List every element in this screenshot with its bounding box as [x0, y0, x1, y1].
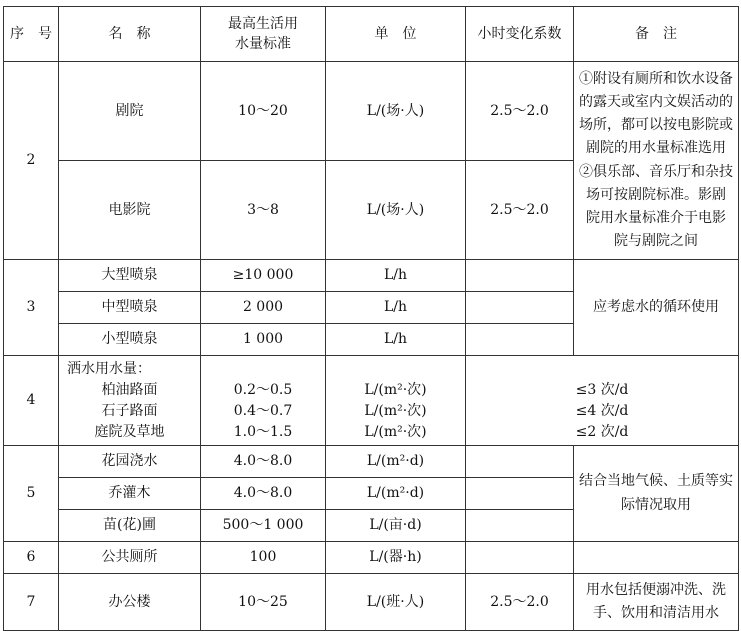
cell-standard: 3～8 [201, 161, 326, 260]
cell-standard: 2 000 [201, 292, 326, 324]
cell-name: 中型喷泉 [59, 292, 201, 324]
header-standard [201, 7, 326, 62]
cell-unit: L/h [326, 260, 466, 292]
header-row [4, 7, 739, 62]
cell-note [466, 356, 739, 446]
cell-standard: 10～20 [201, 62, 326, 161]
header-note: 备 注 [574, 7, 739, 62]
note-line: ②俱乐部、音乐厅和杂技 [579, 163, 733, 180]
sprinkle-item-standard: 0.2～0.5 [233, 381, 293, 398]
sprinkle-label: 洒水用水量： [67, 360, 151, 377]
note-line: ①附设有厕所和饮水设备 [579, 71, 733, 88]
cell-unit: L/(m²·d) [326, 478, 466, 510]
cell-coef: 2.5～2.0 [466, 62, 574, 161]
cell-note [574, 62, 739, 260]
sprinkle-item-name: 柏油路面 [101, 381, 158, 398]
cell-coef [466, 446, 574, 478]
cell-name [59, 356, 201, 446]
cell-coef [466, 542, 574, 574]
cell-unit: L/(m²·d) [326, 446, 466, 478]
cell-standard: 10～25 [201, 574, 326, 631]
cell-standard [201, 356, 326, 446]
note-line: 院与剧院之间 [614, 232, 698, 249]
header-seq: 序 号 [4, 7, 59, 62]
cell-unit [326, 356, 466, 446]
note-line: 用水包括便溺冲洗、洗 [586, 581, 726, 598]
note-line: 结合当地气候、土质等实 [579, 473, 733, 490]
header-standard-line2: 水量标准 [235, 36, 291, 52]
cell-name: 公共厕所 [59, 542, 201, 574]
cell-coef: 2.5～2.0 [466, 161, 574, 260]
cell-unit: L/(班·人) [326, 574, 466, 631]
sprinkle-item-unit: L/(m²·次) [364, 381, 427, 398]
sprinkle-item-standard: 0.4～0.7 [233, 402, 293, 419]
table-row-garden [4, 446, 739, 478]
sprinkle-item-note: ≤4 次/d [575, 402, 629, 419]
cell-unit: L/(场·人) [326, 62, 466, 161]
cell-standard: 4.0～8.0 [201, 446, 326, 478]
cell-note [574, 446, 739, 542]
cell-name: 乔灌木 [59, 478, 201, 510]
cell-standard: 4.0～8.0 [201, 478, 326, 510]
note-line: 场所，都可以按电影院或 [579, 117, 733, 134]
cell-seq: 3 [4, 260, 59, 356]
header-coef: 小时变化系数 [466, 7, 574, 62]
header-unit: 单 位 [326, 7, 466, 62]
sprinkle-item-note: ≤2 次/d [575, 423, 629, 440]
cell-name: 办公楼 [59, 574, 201, 631]
cell-unit: L/(场·人) [326, 161, 466, 260]
cell-standard: 1 000 [201, 324, 326, 356]
table-row-large-fountain [4, 260, 739, 292]
cell-coef [466, 292, 574, 324]
cell-unit: L/(器·h) [326, 542, 466, 574]
cell-seq: 5 [4, 446, 59, 542]
cell-note [574, 574, 739, 631]
cell-coef [466, 324, 574, 356]
note-line: 场可按剧院标准。影剧 [586, 186, 726, 203]
cell-standard: ≥10 000 [201, 260, 326, 292]
cell-note: 应考虑水的循环使用 [574, 260, 739, 356]
cell-coef [466, 260, 574, 292]
cell-seq: 2 [4, 62, 59, 260]
cell-name: 大型喷泉 [59, 260, 201, 292]
sprinkle-item-unit: L/(m²·次) [364, 402, 427, 419]
cell-coef [466, 478, 574, 510]
cell-unit: L/(亩·d) [326, 510, 466, 542]
sprinkle-item-note: ≤3 次/d [575, 381, 629, 398]
header-name: 名 称 [59, 7, 201, 62]
sprinkle-item-unit: L/(m²·次) [364, 423, 427, 440]
note-line: 剧院的用水量标准选用 [586, 140, 726, 157]
table-row-public-toilet [4, 542, 739, 574]
note-line: 际情况取用 [621, 496, 691, 513]
sprinkle-item-name: 石子路面 [101, 402, 158, 419]
sprinkle-item-standard: 1.0～1.5 [233, 423, 293, 440]
cell-coef [466, 510, 574, 542]
cell-standard: 100 [201, 542, 326, 574]
cell-name: 苗(花)圃 [59, 510, 201, 542]
cell-unit: L/h [326, 292, 466, 324]
sprinkle-item-name: 庭院及草地 [94, 423, 165, 440]
cell-name: 电影院 [59, 161, 201, 260]
cell-name: 花园浇水 [59, 446, 201, 478]
table-row-office [4, 574, 739, 631]
cell-seq: 4 [4, 356, 59, 446]
note-line: 院用水量标准介于电影 [586, 209, 726, 226]
cell-name: 剧院 [59, 62, 201, 161]
cell-seq: 6 [4, 542, 59, 574]
cell-seq: 7 [4, 574, 59, 631]
cell-coef: 2.5～2.0 [466, 574, 574, 631]
water-standard-table [3, 6, 739, 631]
cell-standard: 500～1 000 [201, 510, 326, 542]
cell-unit: L/h [326, 324, 466, 356]
table-row-sprinkling [4, 356, 739, 446]
cell-name: 小型喷泉 [59, 324, 201, 356]
note-line: 手、饮用和清洁用水 [593, 605, 719, 621]
note-line: 的露天或室内文娱活动的 [579, 94, 733, 111]
table-row-theater [4, 62, 739, 161]
header-standard-line1: 最高生活用 [228, 15, 298, 32]
cell-note [574, 542, 739, 574]
